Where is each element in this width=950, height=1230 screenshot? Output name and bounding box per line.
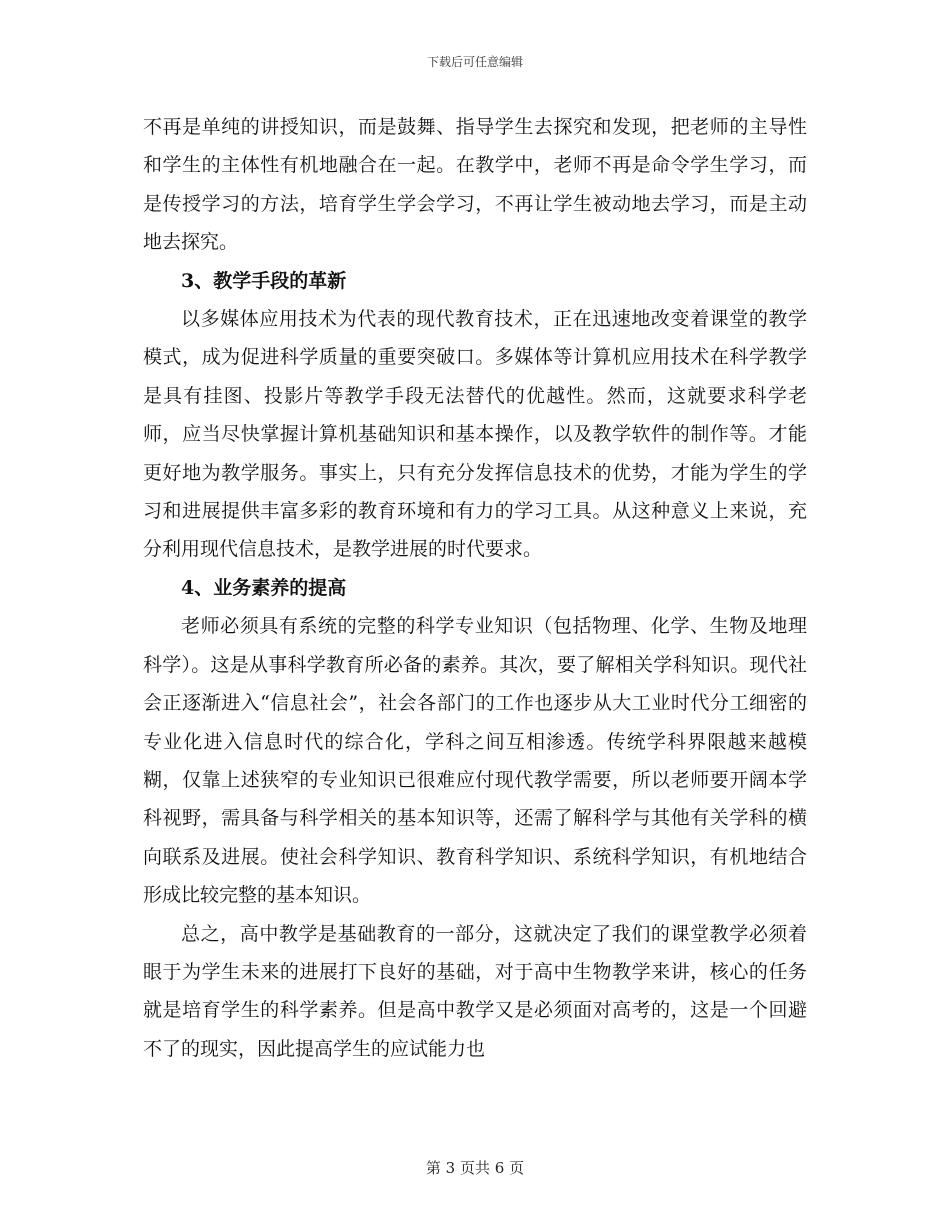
paragraph-professional-quality: 老师必须具有系统的完整的科学专业知识（包括物理、化学、生物及地理科学）。这是从事科学教育所必备的素养。其次，要了解相关学科知识。现代社会正逐渐进入“信息社会”，社会各部门的工作也逐步从大工业时代分工细密的专业化进入信息时代的综合化，学科之间互相渗透。传统学科界限越来越模糊，仅靠上述狭窄的专业知识已很难应付现代教学需要，所以老师要开阔本学科视野，需具备与科学相关的基本知识等，还需了解科学与其他有关学科的横向联系及进展。使社会科学知识、教育科学知识、系统科学知识，有机地结合形成比较完整的基本知识。 <box>143 615 807 907</box>
section-heading-4: 4、业务素养的提高 <box>181 576 347 599</box>
paragraph-continuation: 不再是单纯的讲授知识，而是鼓舞、指导学生去探究和发现，把老师的主导性和学生的主体性有机地融合在一起。在教学中，老师不再是命令学生学习，而是传授学习的方法，培育学生学会学习，不再让学生被动地去学习，而是主动地去探究。 <box>143 116 807 254</box>
page-number: 第 3 页共 6 页 <box>425 1159 525 1177</box>
document-body <box>143 108 807 1068</box>
page-header: 下载后可任意编辑 <box>426 55 523 69</box>
paragraph-summary: 总之，高中教学是基础教育的一部分，这就决定了我们的课堂教学必须着眼于为学生未来的进展打下良好的基础，对于高中生物教学来讲，核心的任务就是培育学生的科学素养。但是高中教学又是必须面对高考的，这是一个回避不了的现实，因此提高学生的应试能力也 <box>143 922 807 1060</box>
section-heading-3: 3、教学手段的革新 <box>181 269 347 292</box>
paragraph-teaching-methods: 以多媒体应用技术为代表的现代教育技术，正在迅速地改变着课堂的教学模式，成为促进科学质量的重要突破口。多媒体等计算机应用技术在科学教学是具有挂图、投影片等教学手段无法替代的优越性。然而，这就要求科学老师，应当尽快掌握计算机基础知识和基本操作，以及教学软件的制作等。才能更好地为教学服务。事实上，只有充分发挥信息技术的优势，才能为学生的学习和进展提供丰富多彩的教育环境和有力的学习工具。从这种意义上来说，充分利用现代信息技术，是教学进展的时代要求。 <box>143 308 807 561</box>
